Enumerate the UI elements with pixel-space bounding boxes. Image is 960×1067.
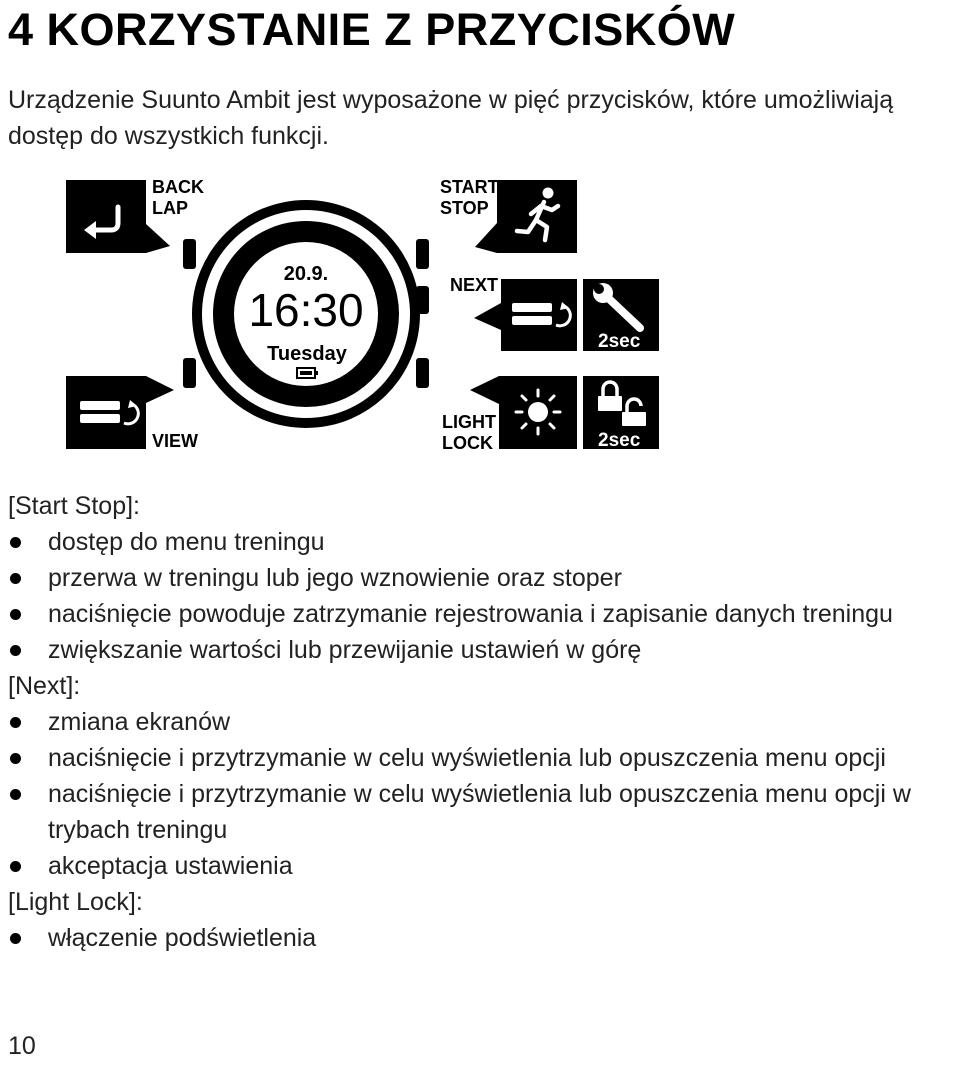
light-label: LIGHT: [442, 412, 496, 432]
light-lock-section-label: [Light Lock]:: [8, 888, 143, 916]
list-item-text: włączenie podświetlenia: [48, 924, 317, 952]
view-label: VIEW: [152, 431, 199, 451]
watch-day: Tuesday: [267, 343, 347, 365]
list-item: [8, 920, 953, 956]
list-item-text: przerwa w treningu lub jego wznowienie oraz stoper: [48, 564, 622, 592]
list-item-text: naciśnięcie i przytrzymanie w celu wyświetlenia lub opuszczenia menu opcji w trybach treningu: [48, 780, 911, 844]
bullet-icon: [10, 753, 21, 764]
list-item-text: akceptacja ustawienia: [48, 852, 293, 880]
list-item: [8, 740, 953, 776]
bullet-icon: [10, 717, 21, 728]
list-item: [8, 632, 953, 668]
intro-paragraph: Urządzenie Suunto Ambit jest wyposażone w pięć przycisków, które umożliwiają dostęp do wszystkich funkcji.: [8, 86, 894, 150]
list-item: [8, 524, 953, 560]
button-descriptions: [8, 488, 953, 956]
list-item: [8, 848, 953, 884]
list-item-text: naciśnięcie powoduje zatrzymanie rejestrowania i zapisanie danych treningu: [48, 600, 893, 628]
watch-time: 16:30: [248, 284, 364, 336]
lock-hold-duration: 2sec: [598, 430, 641, 451]
list-item-text: naciśnięcie i przytrzymanie w celu wyświetlenia lub opuszczenia menu opcji: [48, 744, 886, 772]
list-item-text: zmiana ekranów: [48, 708, 231, 736]
page-number: 10: [8, 1032, 36, 1060]
bullet-icon: [10, 609, 21, 620]
next-hold-duration: 2sec: [598, 331, 641, 352]
bullet-icon: [10, 537, 21, 548]
start-label: START: [440, 177, 499, 197]
watch-buttons-figure: [0, 170, 960, 460]
start-stop-section-label: [Start Stop]:: [8, 492, 141, 520]
start-stop-list: [8, 524, 953, 668]
sun-icon: [516, 390, 560, 434]
next-section-label: [Next]:: [8, 672, 81, 700]
watch-date: 20.9.: [283, 263, 329, 285]
list-item: [8, 560, 953, 596]
lock-label: LOCK: [442, 433, 493, 453]
list-item: [8, 776, 953, 848]
light-lock-list: [8, 920, 953, 956]
list-item-text: dostęp do menu treningu: [48, 528, 325, 556]
next-list: [8, 704, 953, 884]
bullet-icon: [10, 861, 21, 872]
lap-label: LAP: [152, 198, 188, 218]
list-item: [8, 596, 953, 632]
bullet-icon: [10, 573, 21, 584]
chapter-heading: 4 KORZYSTANIE Z PRZYCISKÓW: [8, 4, 736, 55]
bullet-icon: [10, 933, 21, 944]
bullet-icon: [10, 789, 21, 800]
bullet-icon: [10, 645, 21, 656]
stop-label: STOP: [440, 198, 489, 218]
list-item: [8, 704, 953, 740]
back-label: BACK: [152, 177, 204, 197]
next-label: NEXT: [450, 275, 499, 295]
list-item-text: zwiększanie wartości lub przewijanie ustawień w górę: [48, 636, 642, 664]
watch-buttons-diagram: [0, 170, 960, 460]
